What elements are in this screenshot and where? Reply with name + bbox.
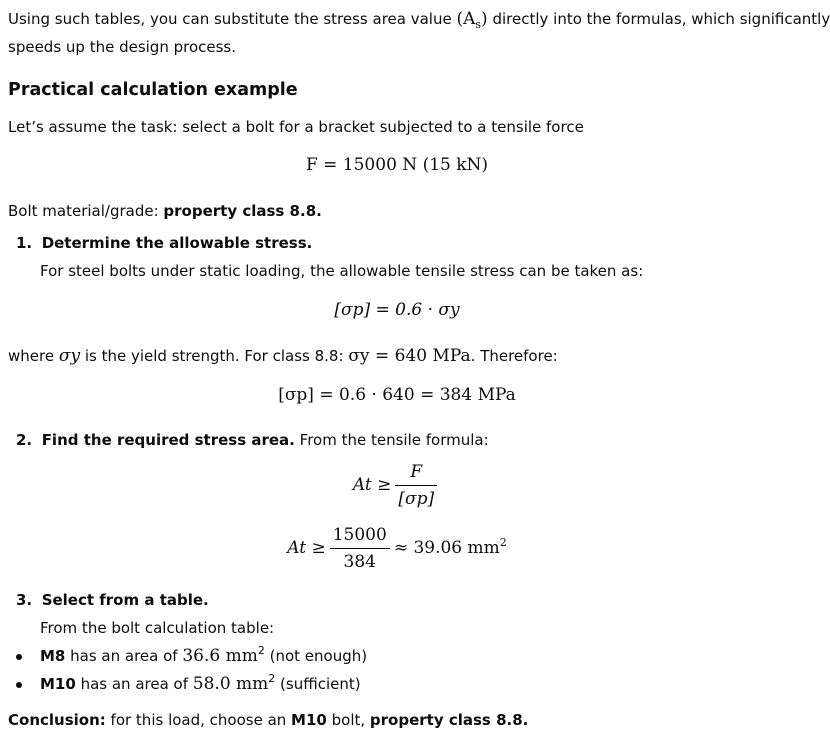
calc-denominator: 384 (343, 552, 376, 572)
area-calculation-lhs: At ≥ (287, 538, 326, 558)
bolt-m10-text: has an area of (75, 675, 193, 693)
allowable-stress-result (0, 385, 794, 405)
area-inequality-fraction (395, 462, 437, 509)
step-1-number: 1. (16, 234, 33, 252)
material-line (8, 200, 322, 222)
bolt-m8-text: has an area of (65, 647, 183, 665)
step-3-title: Select from a table. (41, 591, 209, 609)
step-3-number: 3. (16, 591, 33, 609)
area-calculation-fraction (330, 525, 390, 572)
step-2-title: Find the required stress area. (41, 431, 295, 449)
step-3-title-line (16, 589, 209, 611)
therefore-text: . Therefore: (470, 347, 558, 365)
bolt-m8-label: M8 (40, 647, 66, 665)
conclusion-line (8, 709, 528, 731)
area-calculation-rhs: ≈ 39.06 mm (393, 538, 500, 558)
conclusion-bolt: M10 (291, 711, 327, 729)
bullet-dot (16, 654, 22, 660)
bolt-m10-verdict: (sufficient) (275, 675, 361, 693)
area-inequality-lhs: At ≥ (352, 475, 392, 495)
bolt-m8-exponent: 2 (257, 644, 265, 657)
yield-value: σy = 640 MPa (348, 346, 471, 366)
allowable-stress-formula (0, 300, 794, 320)
allowable-stress-formula-text: [σp] = 0.6 · σy (334, 300, 460, 320)
intro-text-post: directly into the formulas, which significantly (487, 10, 830, 28)
step-2-description: From the tensile formula: (294, 431, 489, 449)
yield-strength-line (8, 345, 558, 367)
area-calculation-exponent: 2 (499, 536, 507, 549)
conclusion-grade: property class 8.8. (369, 711, 529, 729)
area-inequality (0, 462, 794, 509)
step-1-title: Determine the allowable stress. (41, 234, 313, 252)
fraction-numerator: F (395, 462, 437, 486)
task-text: Let’s assume the task: select a bolt for a bracket subjected to a tensile force (8, 118, 584, 136)
step-1-description: For steel bolts under static loading, the allowable tensile stress can be taken as: (40, 262, 644, 280)
calc-numerator: 15000 (330, 525, 390, 549)
intro-line-2: speeds up the design process. (8, 38, 237, 56)
conclusion-mid-text: bolt, (326, 711, 370, 729)
stress-area-symbol (456, 9, 487, 29)
stress-area-sub: s (475, 18, 482, 31)
step-3-description: From the bolt calculation table: (40, 619, 275, 637)
bolt-m10-exponent: 2 (268, 672, 276, 685)
conclusion-text: for this load, choose an (105, 711, 292, 729)
bolt-m10-area: 58.0 mm (192, 674, 269, 694)
conclusion-label: Conclusion: (8, 711, 106, 729)
bolt-m8-verdict: (not enough) (264, 647, 368, 665)
yield-description: is the yield strength. For class 8.8: (80, 347, 349, 365)
force-equation-text: F = 15000 N (15 kN) (305, 155, 489, 175)
bullet-item-m10 (16, 673, 361, 695)
fraction-denominator: [σp] (398, 489, 435, 509)
step-2-title-line (16, 429, 489, 451)
yield-symbol: σy (58, 346, 81, 366)
section-heading: Practical calculation example (8, 80, 298, 100)
material-label: Bolt material/grade: (8, 202, 164, 220)
area-calculation (0, 525, 794, 572)
bolt-m10-label: M10 (40, 675, 76, 693)
stress-area-open: (A (456, 9, 476, 29)
bullet-item-m8 (16, 645, 367, 667)
intro-text-pre: Using such tables, you can substitute the stress area value (8, 10, 457, 28)
intro-line-1 (8, 8, 830, 30)
material-grade: property class 8.8. (163, 202, 322, 220)
where-text: where (8, 347, 59, 365)
step-1-title-line (16, 232, 312, 254)
step-2-number: 2. (16, 431, 33, 449)
allowable-stress-result-text: [σp] = 0.6 · 640 = 384 MPa (278, 385, 516, 405)
bolt-m8-area: 36.6 mm (182, 646, 258, 666)
bullet-dot (16, 682, 22, 688)
stress-area-close: ) (481, 9, 488, 29)
force-equation (0, 155, 794, 175)
